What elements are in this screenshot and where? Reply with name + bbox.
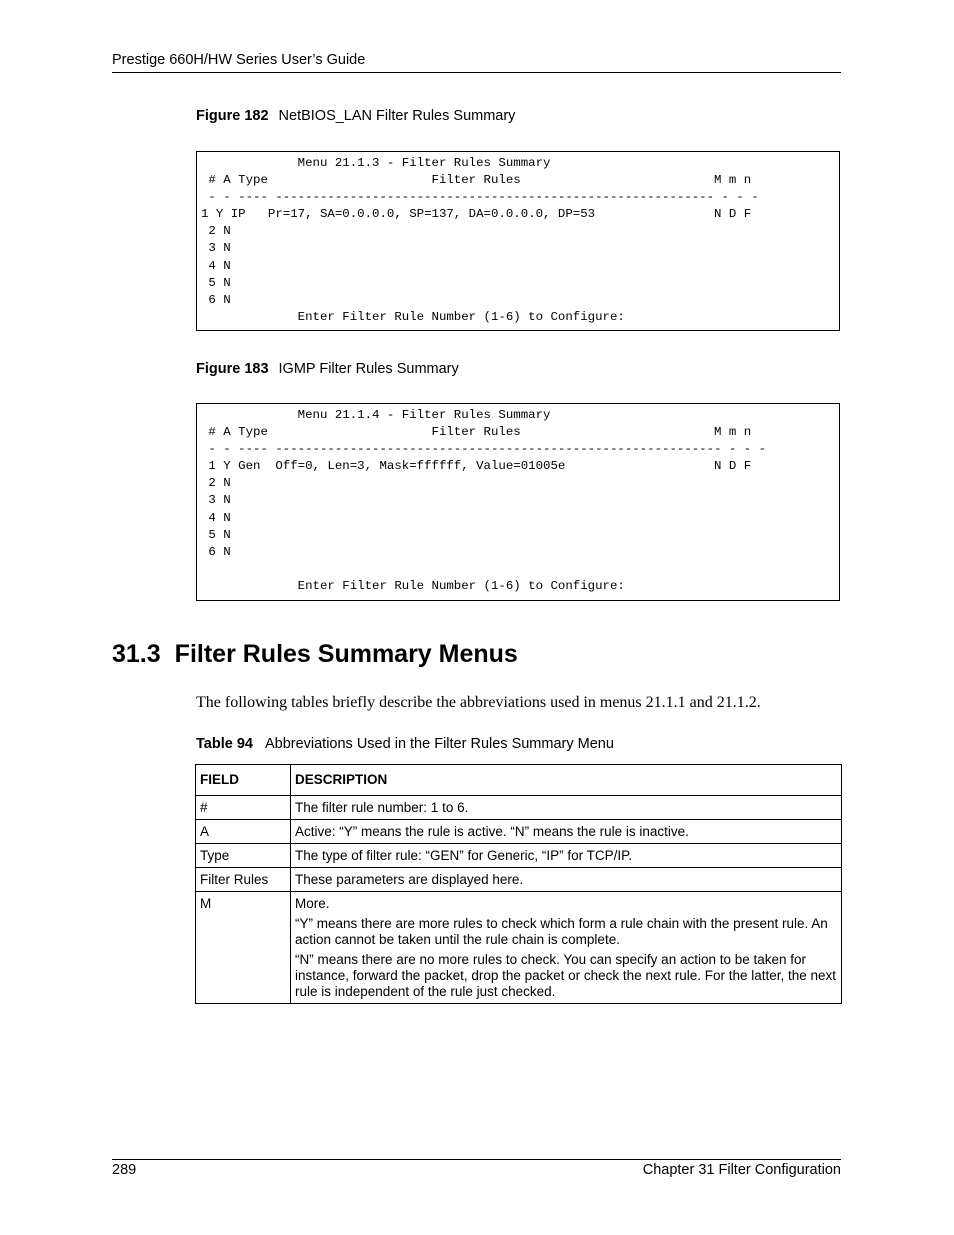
description-cell: The filter rule number: 1 to 6. (291, 796, 842, 820)
terminal-screen (196, 403, 840, 601)
description-cell (291, 892, 842, 1004)
table-row (196, 820, 842, 844)
description-paragraph: More. (295, 896, 330, 911)
terminal-text: Menu 21.1.4 - Filter Rules Summary # A Type Filter Rules M m n - - ---- ------------------------------------------------------------ - - - 1 Y Gen Off=0, Len=3, Mask=ffffff, Value=01005e N D F 2 N 3 N 4 N 5 N 6 N Enter Filter Rule Number (1-6) to Configure: (208, 408, 767, 593)
field-cell: A (196, 820, 291, 844)
column-header-field: FIELD (196, 765, 291, 796)
table-header-row (196, 765, 842, 796)
header-rule (112, 72, 841, 73)
terminal-text: Menu 21.1.3 - Filter Rules Summary # A Type Filter Rules M m n - - ---- ----------------------------------------------------------- - - - 1 Y IP Pr=17, SA=0.0.0.0, SP=137, DA=0.0.0.0, DP=53 N D F 2 N 3 N 4 N 5 N 6 N Enter Filter Rule Number (1-6) to Configure: (201, 156, 759, 324)
description-cell: The type of filter rule: “GEN” for Generic, “IP” for TCP/IP. (291, 844, 842, 868)
description-cell: Active: “Y” means the rule is active. “N” means the rule is inactive. (291, 820, 842, 844)
abbreviations-table (195, 764, 842, 1004)
table-label: Table 94 (196, 736, 253, 752)
table-row (196, 844, 842, 868)
description-paragraph: “N” means there are no more rules to check. You can specify an action to be taken for instance, forward the packet, drop the packet or check the next rule. For the latter, the next rule is independent of the rule just checked. (295, 952, 837, 999)
section-title: Filter Rules Summary Menus (174, 640, 518, 668)
figure-title: IGMP Filter Rules Summary (278, 361, 459, 377)
field-cell: M (196, 892, 291, 1004)
figure-caption (196, 361, 459, 377)
figure-caption (196, 108, 515, 124)
field-cell: # (196, 796, 291, 820)
section-number: 31.3 (112, 640, 161, 668)
figure-title: NetBIOS_LAN Filter Rules Summary (278, 108, 516, 124)
page-number: 289 (112, 1162, 137, 1178)
running-header-title: Prestige 660H/HW Series User’s Guide (112, 52, 366, 68)
figure-label: Figure 182 (196, 108, 269, 124)
field-cell: Type (196, 844, 291, 868)
intro-paragraph: The following tables briefly describe the abbreviations used in menus 21.1.1 and 21.1.2. (196, 694, 761, 711)
footer-rule (112, 1159, 841, 1160)
table-row (196, 868, 842, 892)
column-header-description: DESCRIPTION (291, 765, 842, 796)
terminal-screen (196, 151, 840, 331)
table-row (196, 892, 842, 1004)
table-row (196, 796, 842, 820)
table-caption (196, 736, 614, 752)
figure-label: Figure 183 (196, 361, 269, 377)
description-cell: These parameters are displayed here. (291, 868, 842, 892)
section-heading (112, 640, 518, 669)
field-cell: Filter Rules (196, 868, 291, 892)
description-paragraph: “Y” means there are more rules to check which form a rule chain with the present rule. An action cannot be taken until the rule chain is complete. (295, 916, 828, 947)
chapter-title: Chapter 31 Filter Configuration (642, 1162, 841, 1178)
table-title: Abbreviations Used in the Filter Rules Summary Menu (264, 736, 614, 752)
